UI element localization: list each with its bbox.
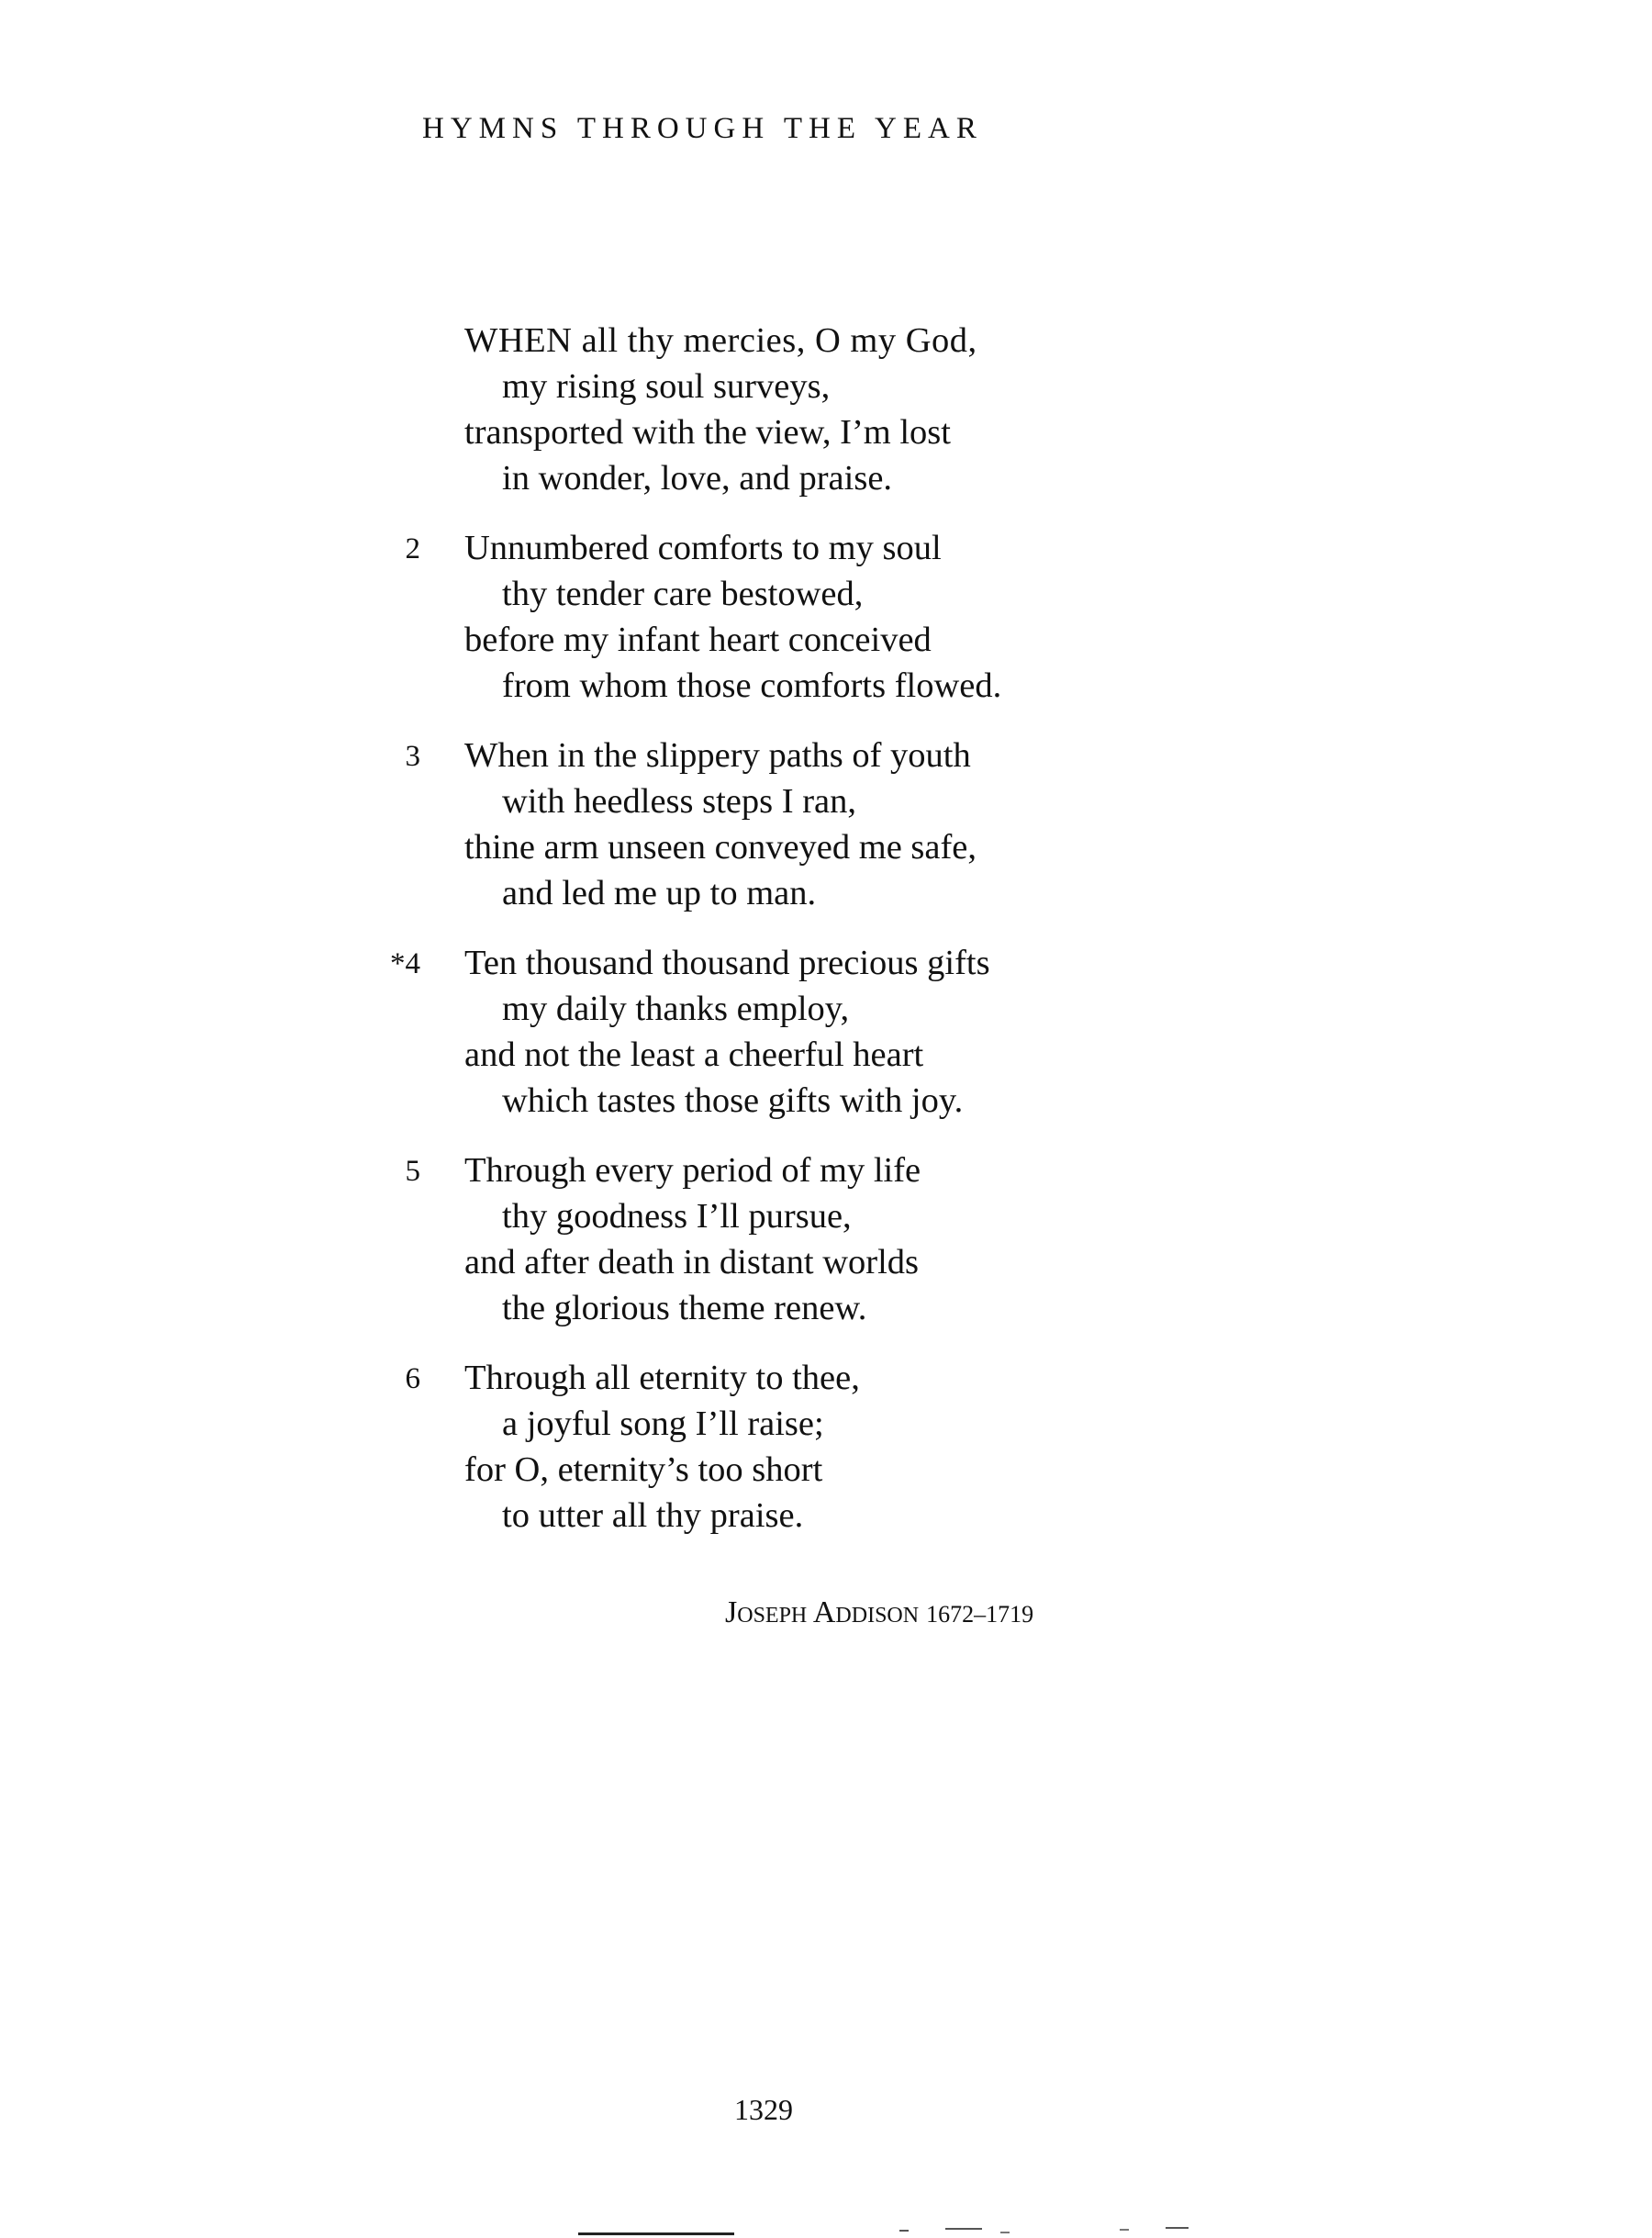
stanza-5 — [0, 1147, 1652, 1331]
stanza-line: to utter all thy praise. — [502, 1496, 804, 1535]
stanza-3 — [0, 733, 1652, 916]
stanza-line: my rising soul surveys, — [502, 367, 831, 406]
author-name: Joseph Addison — [725, 1595, 920, 1629]
stanza-line: before my infant heart conceived — [464, 621, 932, 659]
stanza-number: 3 — [405, 740, 420, 773]
stanza-number: 2 — [405, 532, 420, 565]
stanza-line: Unnumbered comforts to my soul — [464, 529, 942, 567]
stanza-2 — [0, 525, 1652, 709]
stanza-line: When in the slippery paths of youth — [464, 736, 971, 775]
stanza-line: transported with the view, I’m lost — [464, 413, 951, 452]
stanza-line: from whom those comforts flowed. — [502, 666, 1002, 705]
stanza-number: 6 — [405, 1362, 420, 1395]
stanza-6 — [0, 1355, 1652, 1539]
stanza-line: my daily thanks employ, — [502, 990, 850, 1028]
stanza-line: and not the least a cheerful heart — [464, 1035, 924, 1074]
stanza-line: for O, eternity’s too short — [464, 1450, 823, 1489]
stanza-4 — [0, 940, 1652, 1124]
stanza-line: thine arm unseen conveyed me safe, — [464, 828, 977, 867]
stanza-line: Ten thousand thousand precious gifts — [464, 944, 990, 982]
running-head: HYMNS THROUGH THE YEAR — [422, 112, 983, 145]
stanza-line: a joyful song I’ll raise; — [502, 1404, 824, 1443]
stanza-line: Through every period of my life — [464, 1151, 921, 1190]
author-dates: 1672–1719 — [926, 1601, 1034, 1628]
stanza-line: Through all eternity to thee, — [464, 1359, 860, 1397]
stanza-line: thy tender care bestowed, — [502, 575, 864, 613]
stanza-1 — [0, 318, 1652, 501]
stanza-line: and after death in distant worlds — [464, 1243, 920, 1281]
stanza-number: *4 — [390, 947, 420, 980]
hymn-text — [0, 318, 1652, 1562]
stanza-line: with heedless steps I ran, — [502, 782, 856, 821]
stanza-number: 5 — [405, 1155, 420, 1188]
stanza-line: the glorious theme renew. — [502, 1289, 867, 1327]
stanza-line: in wonder, love, and praise. — [502, 459, 893, 498]
stanza-line: which tastes those gifts with joy. — [502, 1081, 964, 1120]
page-number: 1329 — [734, 2093, 793, 2126]
scan-artifact-marks — [578, 2225, 1202, 2238]
stanza-line: WHEN all thy mercies, O my God, — [464, 321, 977, 360]
author-credit — [725, 1595, 1033, 1630]
stanza-line: and led me up to man. — [502, 874, 817, 912]
stanza-line: thy goodness I’ll pursue, — [502, 1197, 852, 1236]
